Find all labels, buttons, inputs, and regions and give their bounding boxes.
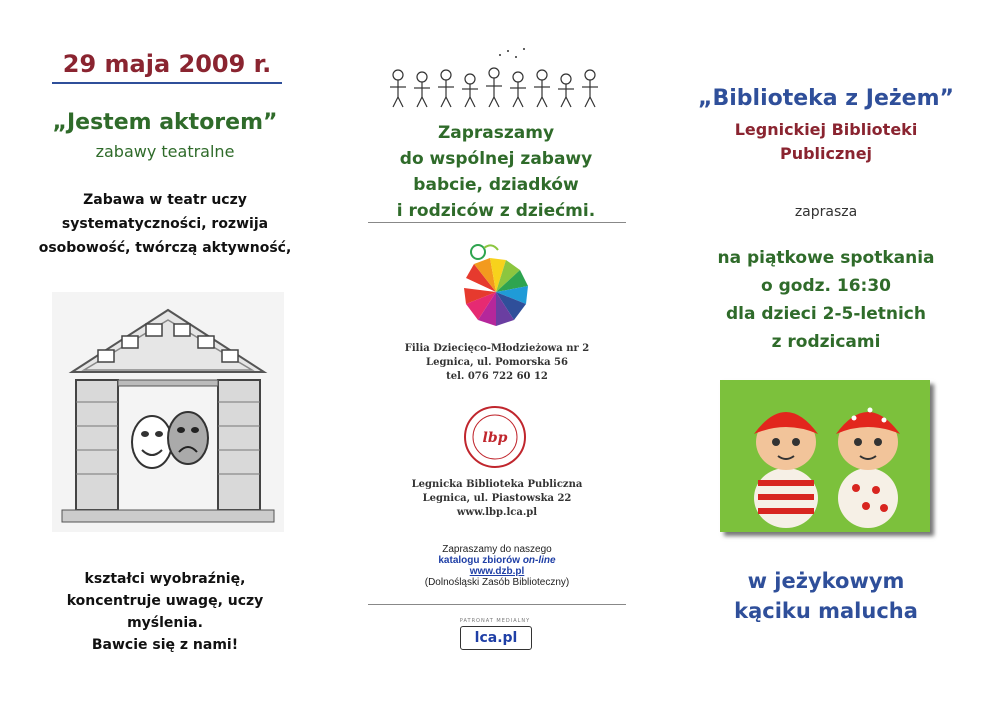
invite-line: Zapraszamy [437,123,555,143]
catalog-info [370,544,624,588]
play-description [28,188,302,260]
lbp-logo-text: lbp [482,430,508,446]
divider [368,222,626,223]
library-address [370,478,624,520]
closing-line: kształci wyobraźnię, [84,571,246,587]
catalog-label: katalogu zbiorów [438,555,523,566]
invitation-text [368,120,624,224]
catalog-line [370,555,624,566]
invites-text: zaprasza [794,204,858,220]
media-patronage-label: PATRONAT MEDIALNY [459,618,531,624]
meeting-line: dla dzieci 2-5-letnich [726,304,926,324]
program-title: „Biblioteka z Jeżem” [698,86,954,111]
closing-line: Bawcie się z nami! [91,637,239,653]
library-name-line: Publicznej [779,144,873,163]
catalog-note: (Dolnośląski Zasób Biblioteczny) [424,577,570,588]
meeting-line: na piątkowe spotkania [717,248,935,268]
corner-line: w jeżykowym [747,569,905,593]
branch-name: Filia Dziecięco-Młodzieżowa nr 2 [404,343,590,354]
closing-line: myślenia. [127,615,203,631]
meeting-line: z rodzicami [771,332,881,352]
invite-line: do wspólnej zabawy [399,149,593,169]
branch-phone: tel. 076 722 60 12 [446,371,548,382]
invite-line: babcie, dziadków [413,175,579,195]
corner-name [676,566,976,626]
library-street: Legnica, ul. Piastowska 22 [422,493,572,504]
meeting-details [676,244,976,356]
lca-logo-text: lca.pl [474,630,518,646]
invite-line: i rodziców z dziećmi. [396,201,596,221]
description-line: osobowość, twórczą aktywność, [38,240,292,256]
catalog-link[interactable]: www.dzb.pl [469,566,525,577]
children-drawing [380,45,610,115]
library-name-heading [676,118,976,166]
closing-line: koncentruje uwagę, uczy [66,593,264,609]
play-subtitle: zabawy teatralne [95,142,235,161]
catalog-online: on-line [522,555,556,566]
hedgehog-logo-icon [448,238,544,334]
corner-line: kąciku malucha [734,599,918,623]
theater-illustration [52,292,284,532]
event-date: 29 maja 2009 r. [62,50,272,78]
figurines-photo [720,380,930,532]
branch-address [370,342,624,384]
play-title: „Jestem aktorem” [52,110,278,135]
lca-logo [460,626,532,650]
library-website[interactable]: www.lbp.lca.pl [456,507,538,518]
meeting-time: o godz. 16:30 [761,276,891,296]
catalog-line: Zapraszamy do naszego [442,544,552,555]
divider [368,604,626,605]
date-underline [52,82,282,84]
lbp-logo-icon [462,404,528,470]
library-name-line: Legnickiej Biblioteki [734,120,918,139]
library-name: Legnicka Biblioteka Publiczna [411,479,583,490]
closing-text [28,568,302,656]
description-line: systematyczności, rozwija [61,216,269,232]
branch-street: Legnica, ul. Pomorska 56 [426,357,568,368]
description-line: Zabawa w teatr uczy [83,192,247,208]
